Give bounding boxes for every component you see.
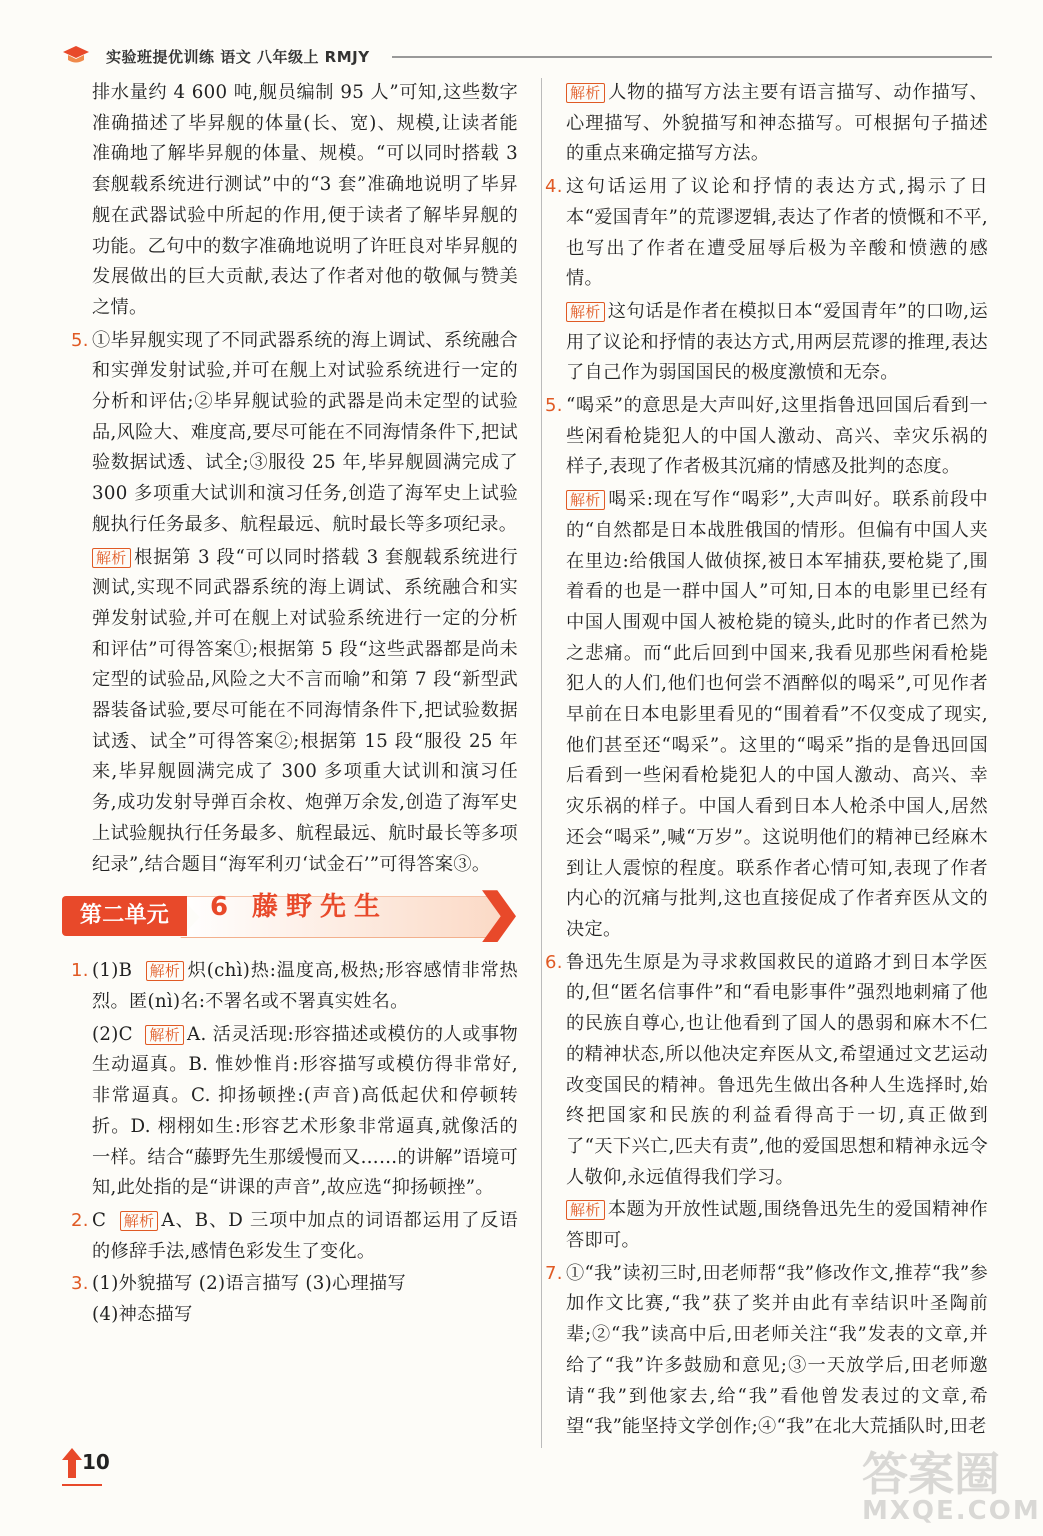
watermark-top: 答案圈 — [862, 1447, 1000, 1501]
answer-text: C — [92, 1209, 107, 1231]
header-rule — [392, 56, 992, 58]
answer-text: (2)C — [92, 1023, 133, 1045]
up-arrow-icon — [62, 1448, 82, 1478]
left-question-2 — [71, 1206, 518, 1267]
right-question-5 — [545, 391, 988, 483]
answer-text: 鲁迅先生原是为寻求救国救民的道路才到日本学医的,但“匿名信事件”和“看电影事件”强烈地刺痛了他的民族自尊心,也让他看到了国人的愚弱和麻木不仁的精神状态,所以他决定弃医从文,希望通过文艺运动改变国民的精神。鲁迅先生做出各种人生选择时,始终把国家和民族的利益看得高于一切,真正做到了“天下兴亡,匹夫有责”,他的爱国思想和精神永远令人敬仰,永远值得我们学习。 — [566, 951, 988, 1188]
lesson-number: 6 — [210, 892, 229, 923]
question-number: 6. — [545, 951, 563, 973]
question-number: 4. — [545, 176, 563, 198]
page-number-box — [62, 1448, 110, 1482]
page-header — [62, 42, 992, 72]
left-question-5 — [71, 326, 518, 541]
answer-text: ①“我”读初三时,田老师帮“我”修改作文,推荐“我”参加作文比赛,“我”获了奖并由此有幸结识叶圣陶前辈;②“我”读高中后,田老师关注“我”发表的文章,并给了“我”许多鼓励和意见;③一天放学后,田老师邀请“我”到他家去,给“我”看他曾发表过的文章,希望“我”能坚持文学创作;④“我”在北大荒插队时,田老 — [566, 1262, 988, 1438]
question-number: 5. — [71, 329, 89, 351]
answer-text: (1)B — [92, 960, 133, 982]
header-title: 实验班提优训练 语文 八年级上 RMJY — [106, 48, 370, 66]
analysis-text: A. 活灵活现:形容描述或模仿的人或事物生动逼真。B. 惟妙惟肖:形容描写或模仿得非常好,非常逼真。C. 抑扬顿挫:(声音)高低起伏和停顿转折。D. 栩栩如生:形容艺术形象非常逼真,就像活的一样。结合“藤野先生那缓慢而又……的讲解”语境可知,此处指的是“讲课的声音”,故应选“抑扬顿挫”。 — [92, 1023, 518, 1199]
right-question-7 — [545, 1259, 988, 1443]
right-question-6 — [545, 948, 988, 1194]
page-number: 10 — [82, 1450, 110, 1474]
answer-text: (1)外貌描写 (2)语言描写 (3)心理描写 — [92, 1273, 407, 1295]
right-question-6-analysis — [566, 1195, 988, 1256]
question-number: 5. — [545, 395, 563, 417]
right-column — [545, 78, 988, 1445]
question-number: 3. — [71, 1273, 89, 1295]
answer-text: “喝采”的意思是大声叫好,这里指鲁迅回国后看到一些闲看枪毙犯人的中国人激动、高兴、幸灾乐祸的样子,表现了作者极其沉痛的情感及批判的态度。 — [566, 395, 988, 478]
analysis-text: 喝采:现在写作“喝彩”,大声叫好。联系前段中的“自然都是日本战胜俄国的情形。但偏有中国人夹在里边:给俄国人做侦探,被日本军捕获,要枪毙了,围着看的也是一群中国人”可知,日本的电影里已经有中国人围观中国人被枪毙的镜头,此时的作者已然为之悲痛。而“此后回到中国来,我看见那些闲看枪毙犯人的人们,他们也何尝不酒醉似的喝采”,可见作者早前在日本电影里看见的“围着看”不仅变成了现实,他们甚至还“喝采”。这里的“喝采”指的是鲁迅回国后看到一些闲看枪毙犯人的中国人激动、高兴、幸灾乐祸的样子。中国人看到日本人枪杀中国人,居然还会“喝采”,喊“万岁”。这说明他们的精神已经麻木到让人震惊的程度。联系作者心情可知,表现了作者内心的沉痛与批判,这也直接促成了作者弃医从文的决定。 — [566, 489, 988, 940]
left-question-1b — [92, 1020, 518, 1204]
analysis-text: 本题为开放性试题,围绕鲁迅先生的爱国精神作答即可。 — [566, 1199, 988, 1252]
unit-banner — [62, 890, 522, 942]
left-column — [71, 78, 519, 1333]
question-number: 7. — [545, 1262, 563, 1284]
question-number: 1. — [71, 960, 89, 982]
analysis-text: 这句话是作者在模拟日本“爱国青年”的口吻,运用了议论和抒情的表达方式,用两层荒谬的推理,表达了自己作为弱国国民的极度激愤和无奈。 — [566, 300, 988, 384]
analysis-tag: 解析 — [566, 1200, 605, 1220]
analysis-text: 炽(chì)热:温度高,极热;形容感情非常热烈。匿(nì)名:不署名或不署真实姓名。 — [92, 960, 519, 1012]
left-continuation: 排水量约 4 600 吨,舰员编制 95 人”可知,这些数字准确描述了毕昇舰的体量(长、宽)、规模,让读者能准确地了解毕昇舰的体量、规模。“可以同时搭载 3 套舰载系统进行测试”中的“3 套”准确地说明了毕昇舰在武器试验中所起的作用,便于读者了解毕昇舰的功能。乙句中的数字准确地说明了许旺良对毕昇舰的发展做出的巨大贡献,表达了作者对他的敬佩与赞美之情。 — [92, 82, 518, 318]
graduation-cap-icon — [62, 44, 90, 66]
analysis-text: A、B、D 三项中加点的词语都运用了反语的修辞手法,感情色彩发生了变化。 — [92, 1209, 518, 1262]
left-question-1a — [71, 956, 519, 1017]
watermark-bottom: MXQE.COM — [862, 1496, 1041, 1526]
answer-text: ①毕昇舰实现了不同武器系统的海上调试、系统融合和实弹发射试验,并可在舰上对试验系统进行一定的分析和评估;②毕昇舰试验的武器是尚未定型的试验品,风险大、难度高,要尽可能在不同海情条件下,把试验数据试透、试全;③服役 25 年,毕昇舰圆满完成了 300 多项重大试训和演习任务,创造了海军史上试验舰执行任务最多、航程最远、航时最长等多项纪录。 — [92, 329, 518, 535]
analysis-tag: 解析 — [566, 302, 605, 322]
column-divider — [541, 78, 542, 1448]
analysis-tag: 解析 — [146, 961, 185, 981]
analysis-tag: 解析 — [92, 548, 131, 568]
right-question-3-analysis — [566, 78, 988, 170]
unit-label: 第二单元 — [62, 896, 187, 936]
right-question-4-analysis — [566, 297, 988, 389]
left-question-3 — [71, 1269, 518, 1330]
analysis-tag: 解析 — [566, 83, 605, 103]
question-number: 2. — [71, 1209, 89, 1231]
analysis-text: 根据第 3 段“可以同时搭载 3 套舰载系统进行测试,实现不同武器系统的海上调试、系统融合和实弹发射试验,并可在舰上对试验系统进行一定的分析和评估”可得答案①;根据第 5 段“这些武器都是尚未定型的试验品,风险之大不言而喻”和第 7 段“新型武器装备试验,要尽可能在不同海情条件下,把试验数据试透、试全”可得答案②;根据第 15 段“服役 25 年来,毕昇舰圆满完成了 300 多项重大试训和演习任务,成功发射导弹百余枚、炮弹万余发,创造了海军史上试验舰执行任务最多、航程最远、航时最长等多项纪录”,结合题目“海军利刃‘试金石’”可得答案③。 — [92, 546, 518, 875]
analysis-tag: 解析 — [120, 1211, 159, 1231]
answer-text: (4)神态描写 — [92, 1304, 193, 1326]
lesson-title: 藤野先生 — [252, 892, 389, 923]
answer-text: 这句话运用了议论和抒情的表达方式,揭示了日本“爱国青年”的荒谬逻辑,表达了作者的愤慨和不平,也写出了作者在遭受屈辱后极为辛酸和愤懑的感情。 — [566, 176, 988, 290]
right-question-4 — [545, 172, 988, 295]
right-question-5-analysis — [566, 485, 988, 946]
page-number-rule — [62, 1484, 102, 1486]
watermark-logo — [862, 1447, 1041, 1532]
analysis-tag: 解析 — [145, 1025, 184, 1045]
analysis-text: 人物的描写方法主要有语言描写、动作描写、心理描写、外貌描写和神态描写。可根据句子描述的重点来确定描写方法。 — [566, 82, 988, 165]
analysis-tag: 解析 — [566, 490, 605, 510]
left-question-5-analysis — [92, 543, 518, 881]
